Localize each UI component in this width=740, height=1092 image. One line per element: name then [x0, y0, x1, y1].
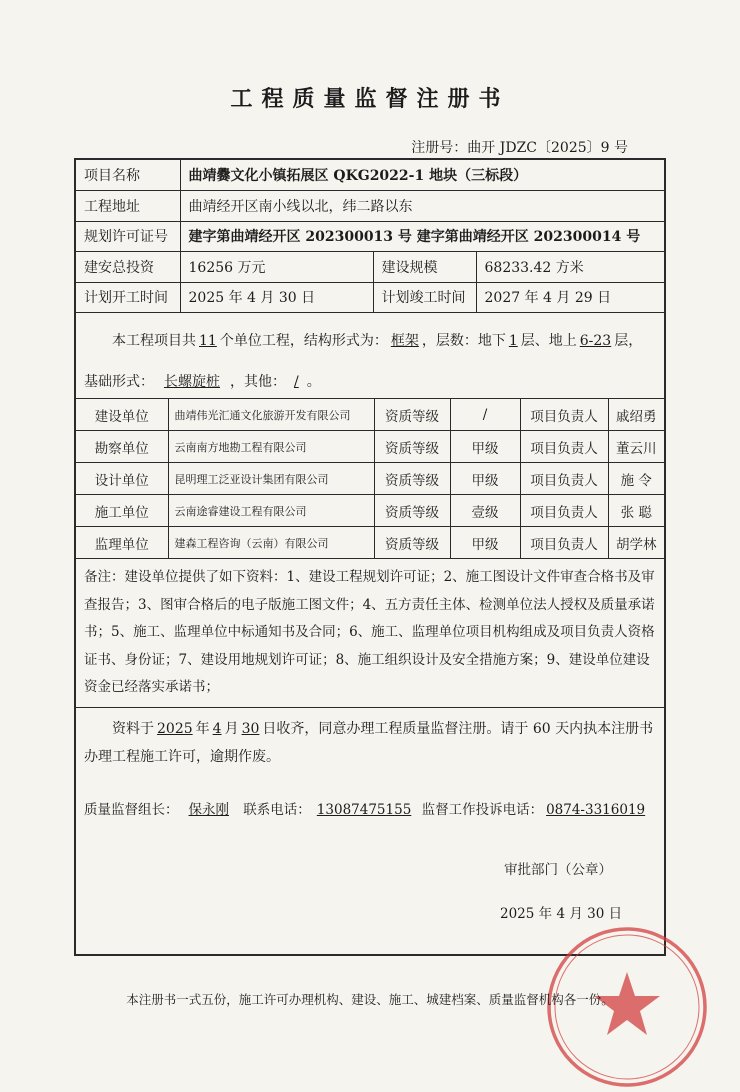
project-address-row — [76, 191, 664, 222]
foundation-line: 基础形式： 长螺旋桩 ，其他： / 。 — [84, 374, 321, 390]
qualification-grade: 壹级 — [450, 495, 520, 527]
approval-department: 审批部门（公章） — [504, 862, 612, 878]
unit-company: 曲靖伟光汇通文化旅游开发有限公司 — [168, 399, 374, 431]
unit-company: 云南南方地勘工程有限公司 — [168, 431, 374, 463]
receipt-statement: 资料于 2025 年 4 月 30 日收齐，同意办理工程质量监督注册。请于 60 天内执本注册书办理工程施工许可，逾期作废。 — [84, 721, 654, 765]
remarks: 备注：建设单位提供了如下资料：1、建设工程规划许可证；2、施工图设计文件审查合格书及审查报告；3、图审合格后的电子版施工图文件；4、五方责任主体、检测单位法人授权及质量承诺书；5、施工、监理单位中标通知书及合同；6、施工、监理单位项目机构组成及项目负责人资格证书、身份证；7、建设用地规划许可证；8、施工组织设计及安全措施方案；9、建设单位建设资金已经落实承诺书； — [76, 564, 664, 708]
project-info-table — [76, 160, 664, 313]
project-name-row — [76, 160, 664, 191]
receipt-day: 30 — [241, 721, 260, 737]
document-title: 工程质量监督注册书 — [230, 86, 510, 112]
project-manager: 董云川 — [608, 431, 664, 463]
unit-count: 11 — [199, 333, 217, 349]
unit-role: 监理单位 — [76, 527, 168, 559]
project-address-value: 曲靖经开区南小线以北，纬二路以东 — [180, 191, 664, 222]
unit-company: 昆明理工泛亚设计集团有限公司 — [168, 463, 374, 495]
responsible-units-table — [76, 398, 664, 559]
unit-company: 云南途睿建设工程有限公司 — [168, 495, 374, 527]
unit-role: 设计单位 — [76, 463, 168, 495]
project-manager: 胡学林 — [608, 527, 664, 559]
receipt-year: 2025 — [157, 721, 193, 737]
contact-phone: 13087475155 — [316, 802, 412, 818]
receipt-month: 4 — [212, 721, 222, 737]
floors-above: 6-23 — [579, 333, 612, 349]
planning-permit-row — [76, 221, 664, 252]
supervision-contact: 质量监督组长： 保永刚 联系电话： 13087475155 监督工作投诉电话： 0874-3316019 — [76, 798, 664, 818]
unit-row — [76, 527, 664, 559]
qualification-label: 资质等级 — [374, 399, 450, 431]
unit-role: 勘察单位 — [76, 431, 168, 463]
unit-company: 建森工程咨询（云南）有限公司 — [168, 527, 374, 559]
unit-row — [76, 399, 664, 431]
investment-label: 建安总投资 — [76, 252, 180, 283]
manager-label: 项目负责人 — [520, 463, 608, 495]
manager-label: 项目负责人 — [520, 431, 608, 463]
scale-value: 68233.42 方米 — [476, 252, 664, 283]
unit-row — [76, 495, 664, 527]
unit-row — [76, 463, 664, 495]
qualification-label: 资质等级 — [374, 527, 450, 559]
qualification-label: 资质等级 — [374, 463, 450, 495]
foundation-type: 长螺旋桩 — [164, 374, 220, 390]
structure-type: 框架 — [390, 333, 419, 349]
manager-label: 项目负责人 — [520, 399, 608, 431]
complaint-phone: 0874-3316019 — [546, 802, 646, 818]
planning-permit-label: 规划许可证号 — [76, 221, 180, 252]
unit-row — [76, 431, 664, 463]
project-manager: 施 令 — [608, 463, 664, 495]
project-manager: 戚绍勇 — [608, 399, 664, 431]
project-name-value: 曲靖爨文化小镇拓展区 QKG2022-1 地块（三标段） — [180, 160, 664, 191]
qualification-label: 资质等级 — [374, 495, 450, 527]
planning-permit-value: 建字第曲靖经开区 202300013 号 建字第曲靖经开区 202300014 号 — [180, 221, 664, 252]
qualification-grade: / — [450, 399, 520, 431]
approval-date: 2025 年 4 月 30 日 — [500, 906, 623, 922]
project-name-label: 项目名称 — [76, 160, 180, 191]
start-date-value: 2025 年 4 月 30 日 — [180, 282, 373, 313]
supervision-leader: 保永刚 — [188, 802, 229, 818]
project-address-label: 工程地址 — [76, 191, 180, 222]
structure-summary: 本工程项目共 11 个单位工程，结构形式为： 框架 ，层数：地下 1 层、地上 6-23 层， — [112, 333, 643, 349]
qualification-grade: 甲级 — [450, 463, 520, 495]
qualification-label: 资质等级 — [374, 431, 450, 463]
form-frame — [74, 158, 666, 956]
schedule-row — [76, 282, 664, 313]
registration-number: 注册号：曲开 JDZC〔2025〕9 号 — [411, 140, 628, 156]
manager-label: 项目负责人 — [520, 495, 608, 527]
floors-below: 1 — [508, 333, 518, 349]
manager-label: 项目负责人 — [520, 527, 608, 559]
qualification-grade: 甲级 — [450, 527, 520, 559]
unit-role: 建设单位 — [76, 399, 168, 431]
project-manager: 张 聪 — [608, 495, 664, 527]
unit-role: 施工单位 — [76, 495, 168, 527]
end-date-label: 计划竣工时间 — [373, 282, 476, 313]
start-date-label: 计划开工时间 — [76, 282, 180, 313]
investment-value: 16256 万元 — [180, 252, 373, 283]
footer-note: 本注册书一式五份，施工许可办理机构、建设、施工、城建档案、质量监督机构各一份。 — [126, 992, 614, 1007]
end-date-value: 2027 年 4 月 29 日 — [476, 282, 664, 313]
qualification-grade: 甲级 — [450, 431, 520, 463]
foundation-other: / — [294, 374, 299, 390]
investment-row — [76, 252, 664, 283]
scale-label: 建设规模 — [373, 252, 476, 283]
